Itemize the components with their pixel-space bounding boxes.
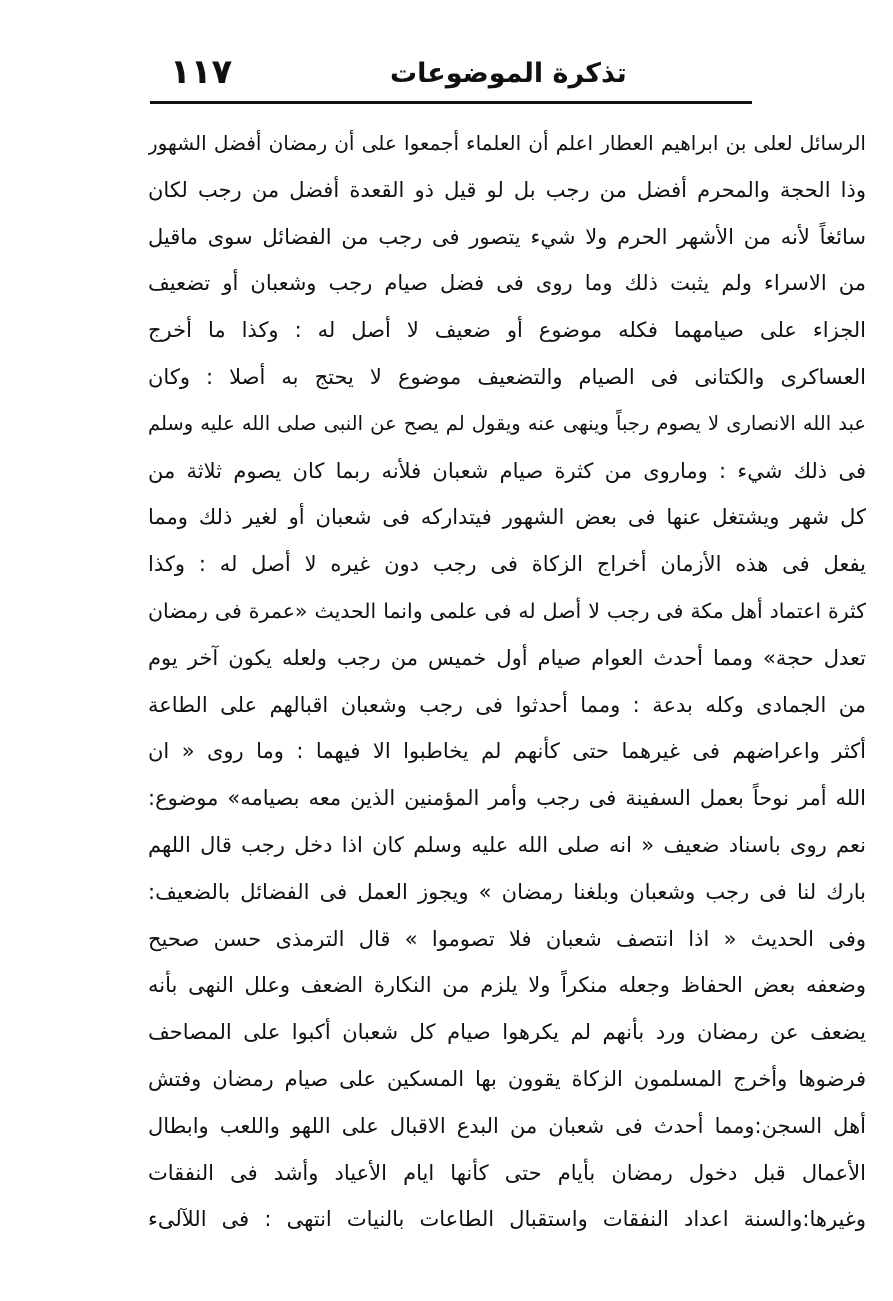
body-text: [148, 120, 866, 1243]
text-line: أهل السجن:ومما أحدث فى شعبان من البدع الاقبال على اللهو واللعب وابطال: [148, 1113, 866, 1138]
text-line: وفى الحديث « اذا انتصف شعبان فلا تصوموا » قال الترمذى حسن صحيح: [148, 926, 866, 951]
header-rule: [150, 101, 752, 104]
text-line: الله أمر نوحاً بعمل السفينة فى رجب وأمر المؤمنين الذين معه بصيامه» موضوع:: [148, 786, 866, 811]
text-line: تعدل حجة» ومما أحدث العوام صيام أول خميس من رجب ولعله يكون آخر يوم: [148, 645, 866, 670]
text-line: وغيرها:والسنة اعداد النفقات واستقبال الطاعات بالنيات انتهى : فى اللآلىء: [148, 1207, 866, 1232]
text-line: كثرة اعتماد أهل مكة فى رجب لا أصل له فى علمى وانما الحديث «عمرة فى رمضان: [148, 598, 866, 623]
page-number: ١١٧: [170, 52, 233, 92]
text-line: فى ذلك شيء : وماروى من كثرة صيام شعبان فلأنه ربما كان يصوم ثلاثة من: [148, 458, 866, 483]
running-title: تذكرة الموضوعات: [390, 58, 627, 89]
text-line: من الاسراء ولم يثبت ذلك وما روى فى فضل صيام رجب وشعبان أو تضعيف: [148, 271, 866, 296]
text-line: نعم روى باسناد ضعيف « انه صلى الله عليه وسلم كان اذا دخل رجب قال اللهم: [148, 832, 866, 857]
text-line: عبد الله الانصارى لا يصوم رجباً وينهى عنه ويقول لم يصح عن النبى صلى الله عليه وسلم: [148, 411, 866, 435]
text-line: فرضوها وأخرج المسلمون الزكاة يقوون بها المسكين على صيام رمضان وفتش: [148, 1066, 866, 1091]
text-line: الأعمال قبل دخول رمضان بأيام حتى كأنها ايام الأعياد وأشد فى النفقات: [148, 1160, 866, 1185]
text-line: الرسائل لعلى بن ابراهيم العطار اعلم أن العلماء أجمعوا على أن رمضان أفضل الشهور: [148, 131, 866, 155]
text-line: يفعل فى هذه الأزمان أخراج الزكاة فى رجب دون غيره لا أصل له : وكذا: [148, 552, 866, 577]
page-header: [150, 50, 750, 100]
text-line: أكثر واعراضهم فى غيرهما حتى كأنهم لم يخاطبوا الا فيهما : وما روى « ان: [148, 739, 866, 764]
text-line: يضعف عن رمضان ورد بأنهم لم يكرهوا صيام كل شعبان أكبوا على المصاحف: [148, 1020, 866, 1045]
text-line: وذا الحجة والمحرم أفضل من رجب بل لو قيل ذو القعدة أفضل من رجب لكان: [148, 177, 866, 202]
text-line: من الجمادى وكله بدعة : ومما أحدثوا فى رجب وشعبان اقبالهم على الطاعة: [148, 692, 866, 717]
text-line: العساكرى والكتانى فى الصيام والتضعيف موضوع لا يحتج به أصلا : وكان: [148, 364, 866, 389]
text-line: الجزاء على صيامهما فكله موضوع أو ضعيف لا أصل له : وكذا ما أخرج: [148, 318, 866, 343]
text-line: كل شهر ويشتغل عنها فى بعض الشهور فيتداركه فى شعبان أو لغير ذلك ومما: [148, 505, 866, 530]
text-line: سائغاً لأنه من الأشهر الحرم ولا شيء يتصور فى رجب من الفضائل سوى ماقيل: [148, 224, 866, 249]
text-line: وضعفه بعض الحفاظ وجعله منكراً ولا يلزم من النكارة الضعف وعلل النهى بأنه: [148, 973, 866, 998]
text-line: بارك لنا فى رجب وشعبان وبلغنا رمضان » ويجوز العمل فى الفضائل بالضعيف:: [148, 879, 866, 904]
